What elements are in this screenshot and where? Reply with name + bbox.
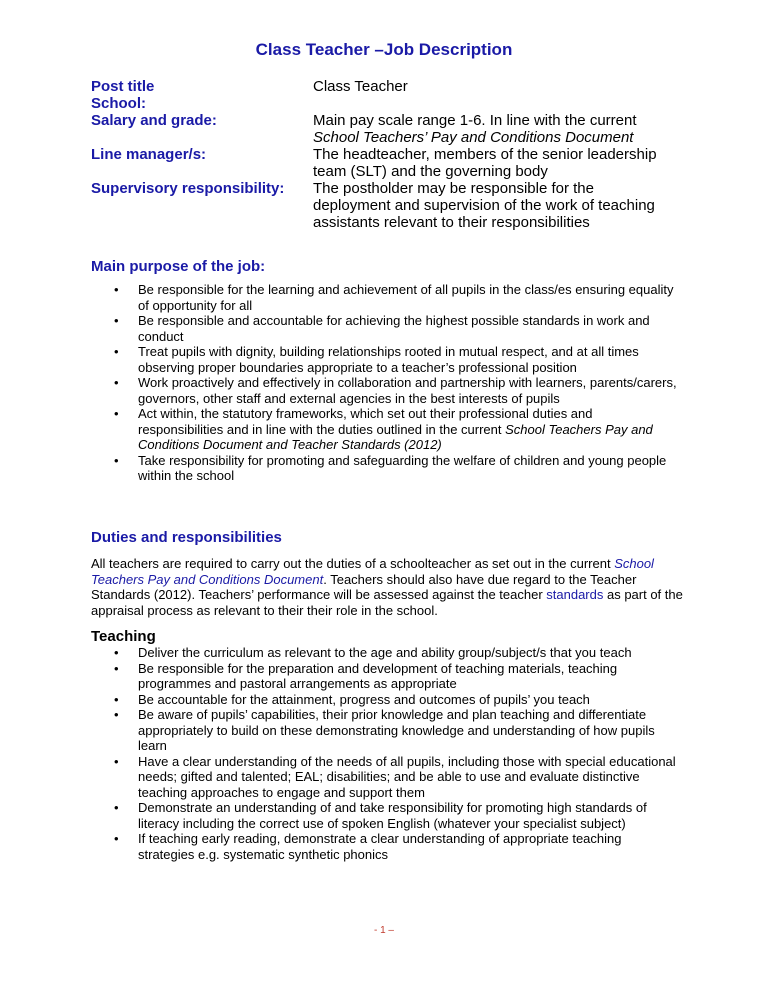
post-title-label: Post title xyxy=(91,78,155,95)
list-item xyxy=(91,406,681,453)
supervisory-label: Supervisory responsibility: xyxy=(91,180,285,197)
school-label: School: xyxy=(91,95,146,112)
duties-paragraph xyxy=(91,556,691,618)
duties-heading: Duties and responsibilities xyxy=(91,529,282,546)
list-item: • Take responsibility for promoting and safeguarding the welfare of children and young people within the school xyxy=(91,453,681,484)
info-row-supervisory xyxy=(91,180,681,231)
list-item: • Work proactively and effectively in collaboration and partnership with learners, parents/carers, governors, other staff and external agencies in the best interests of pupils xyxy=(91,375,681,406)
info-row-salary xyxy=(91,112,681,146)
list-item: • Be accountable for the attainment, progress and outcomes of pupils’ you teach xyxy=(91,692,681,708)
supervisory-value: The postholder may be responsible for the deployment and supervision of the work of teaching assistants relevant to their responsibilities xyxy=(313,180,655,231)
salary-label: Salary and grade: xyxy=(91,112,217,129)
job-info-table xyxy=(91,78,681,231)
list-item: • Be aware of pupils’ capabilities, their prior knowledge and plan teaching and differentiate appropriately to build on these demonstrating knowledge and understanding of how pupils learn xyxy=(91,707,681,754)
list-item: • Be responsible for the learning and achievement of all pupils in the class/es ensuring equality of opportunity for all xyxy=(91,282,681,313)
list-item: • If teaching early reading, demonstrate a clear understanding of appropriate teaching strategies e.g. systematic synthetic phonics xyxy=(91,831,681,862)
page-number: - 1 – xyxy=(373,925,394,936)
line-manager-label: Line manager/s: xyxy=(91,146,207,163)
main-purpose-heading: Main purpose of the job: xyxy=(91,258,266,275)
main-purpose-list xyxy=(91,282,681,484)
list-item: • Have a clear understanding of the needs of all pupils, including those with special educational needs; gifted and talented; EAL; disabilities; and be able to use and evaluate distinctive teaching approaches to engage and support them xyxy=(91,754,681,801)
list-item: • Deliver the curriculum as relevant to the age and ability group/subject/s that you teach xyxy=(91,645,681,661)
teaching-list xyxy=(91,645,681,862)
pay-conditions-link[interactable]: School Teachers Pay and Conditions Document xyxy=(91,556,654,587)
info-row-line-manager xyxy=(91,146,681,180)
post-title-value: Class Teacher xyxy=(313,78,408,95)
duties-text-mid: . Teachers should also have due regard to the Teacher Standards (2012). Teachers’ performance will be assessed against the teacher xyxy=(91,571,637,602)
page-title: Class Teacher –Job Description xyxy=(255,40,513,59)
salary-document: School Teachers’ Pay and Conditions Document xyxy=(313,129,634,146)
standards-link[interactable]: standards xyxy=(546,587,604,602)
purpose-document: School Teachers Pay and Conditions Document and Teacher Standards (2012) xyxy=(138,421,653,452)
salary-value xyxy=(313,112,673,146)
duties-text-end: as part of the appraisal process as relevant to their their role in the school. xyxy=(91,587,683,618)
list-item: • Demonstrate an understanding of and take responsibility for promoting high standards of literacy including the correct use of spoken English (whatever your specialist subject) xyxy=(91,800,681,831)
school-value xyxy=(313,95,673,112)
salary-text: Main pay scale range 1-6. In line with the current xyxy=(313,112,637,129)
teaching-heading: Teaching xyxy=(91,628,156,645)
list-item: • Be responsible and accountable for achieving the highest possible standards in work and conduct xyxy=(91,313,681,344)
line-manager-value: The headteacher, members of the senior leadership team (SLT) and the governing body xyxy=(313,146,657,180)
info-row-school xyxy=(91,95,681,112)
purpose-text: Act within, the statutory frameworks, which set out their professional duties and responsibilities and in line with the duties outlined in the current xyxy=(138,406,593,437)
list-item: • Be responsible for the preparation and development of teaching materials, teaching programmes and pastoral arrangements as appropriate xyxy=(91,661,681,692)
info-row-post-title xyxy=(91,78,681,95)
duties-text-start: All teachers are required to carry out the duties of a schoolteacher as set out in the current xyxy=(91,556,615,571)
list-item: • Treat pupils with dignity, building relationships rooted in mutual respect, and at all times observing proper boundaries appropriate to a teacher’s professional position xyxy=(91,344,681,375)
